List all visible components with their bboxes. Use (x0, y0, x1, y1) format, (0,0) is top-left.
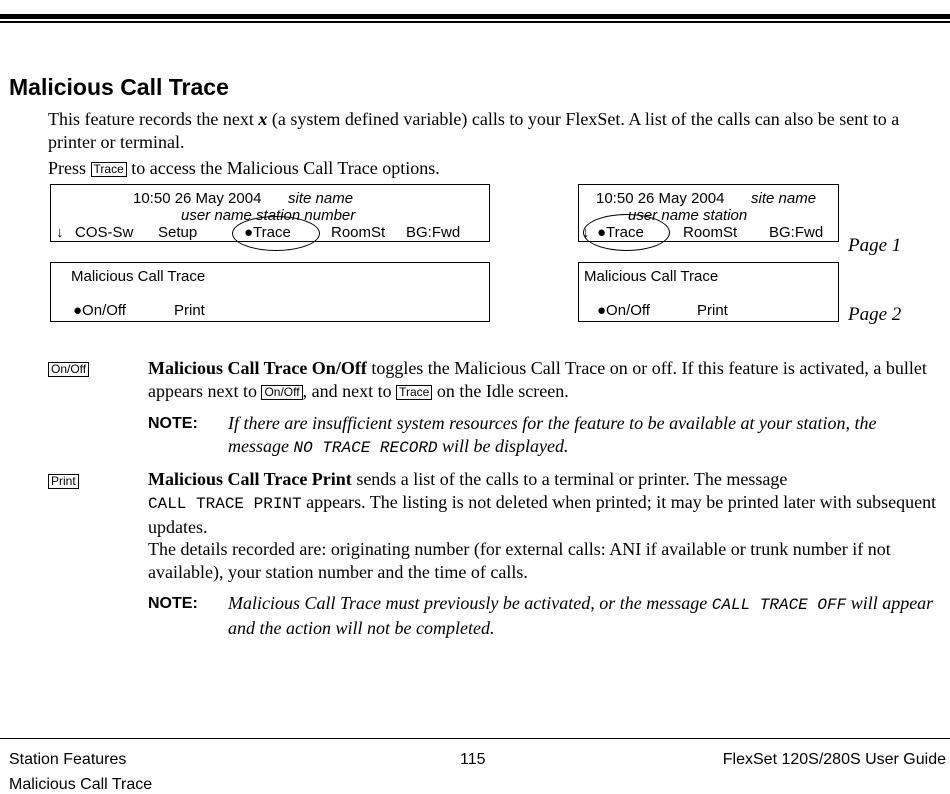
print-details: The details recorded are: originating number (for external calls: ANI if available or trunk number if not available), your station number and the time of calls. (148, 539, 891, 582)
print-key-label[interactable] (48, 473, 79, 491)
page-2-label: Page 2 (848, 304, 902, 325)
variable-x: x (258, 109, 268, 129)
note-message-code: CALL TRACE OFF (711, 596, 847, 614)
display-site-name: site name (751, 190, 817, 207)
print-description (148, 468, 940, 539)
trace-key[interactable]: Trace (91, 162, 127, 177)
display-page2-right (578, 262, 839, 322)
display-page2-left (50, 262, 490, 322)
on-off-text-2: , and next to (302, 381, 397, 401)
on-off-heading: Malicious Call Trace On/Off (148, 358, 367, 378)
note-label: NOTE: (148, 415, 198, 432)
press-text-1: Press (48, 158, 91, 178)
note-label: NOTE: (148, 595, 198, 612)
note-text-2: will be displayed. (437, 436, 569, 456)
display-site-name: site name (288, 190, 354, 207)
down-arrow-icon: ↓ (582, 224, 590, 241)
display-time: 10:50 26 May 2004 (596, 190, 725, 207)
top-rule-thin (0, 21, 950, 23)
on-off-text-3: on the Idle screen. (432, 381, 569, 401)
intro-paragraph (48, 108, 940, 154)
footer-guide-title: FlexSet 120S/280S User Guide (722, 751, 946, 768)
footer-section: Station Features (9, 751, 127, 768)
on-off-inline-key[interactable]: On/Off (261, 385, 302, 400)
note-text-1: Malicious Call Trace must previously be activated, or the message (228, 593, 712, 613)
print-text-2: appears. The listing is not deleted when printed; it may be printed later with subsequent updates. (148, 492, 937, 537)
print-text-1: sends a list of the calls to a terminal or printer. The message (351, 469, 788, 489)
down-arrow-icon: ↓ (56, 224, 64, 241)
softkey-on-off[interactable]: ●On/Off (73, 302, 126, 319)
on-off-key[interactable]: On/Off (48, 362, 89, 377)
display-title: Malicious Call Trace (584, 268, 719, 285)
footer-rule (0, 738, 950, 739)
trace-highlight-oval (232, 216, 320, 251)
display-user-station: user name station (628, 207, 748, 224)
softkey-cos-sw[interactable]: COS-Sw (75, 224, 134, 241)
display-user-station: user name station number (181, 207, 356, 224)
softkey-roomst[interactable]: RoomSt (331, 224, 386, 241)
page-title: Malicious Call Trace (9, 74, 229, 100)
print-key[interactable]: Print (48, 474, 79, 489)
intro-text-2: (a system defined variable) calls to your FlexSet. A list of the calls can also be sent to a printer or terminal. (48, 109, 900, 152)
softkey-print[interactable]: Print (697, 302, 728, 319)
on-off-description (148, 357, 940, 403)
footer-subsection: Malicious Call Trace (9, 776, 153, 793)
note-text (228, 592, 940, 640)
print-heading: Malicious Call Trace Print (148, 469, 352, 489)
softkey-setup[interactable]: Setup (158, 224, 198, 241)
note-text-1: If there are insufficient system resources for the feature to be available at your station, the message (228, 413, 877, 456)
on-off-key-label[interactable] (48, 361, 89, 379)
softkey-print[interactable]: Print (174, 302, 205, 319)
softkey-trace[interactable]: ●Trace (597, 224, 644, 241)
trace-inline-key[interactable]: Trace (396, 385, 432, 400)
softkey-bg-fwd[interactable]: BG:Fwd (406, 224, 461, 241)
page-1-label: Page 1 (848, 235, 902, 256)
page-number: 115 (460, 751, 486, 768)
print-message-code: CALL TRACE PRINT (148, 495, 302, 513)
top-rule (0, 14, 950, 19)
note-text (228, 412, 940, 460)
note-text-2: will appear and the action will not be completed. (228, 593, 934, 638)
on-off-text-1: toggles the Malicious Call Trace on or off. If this feature is activated, a bullet appears next to (148, 358, 927, 401)
softkey-trace[interactable]: ●Trace (244, 224, 291, 241)
trace-highlight-oval (583, 214, 670, 251)
intro-text-1: This feature records the next (48, 109, 259, 129)
display-title: Malicious Call Trace (71, 268, 206, 285)
softkey-bg-fwd[interactable]: BG:Fwd (769, 224, 824, 241)
note-message-code: NO TRACE RECORD (293, 439, 438, 457)
softkey-roomst[interactable]: RoomSt (683, 224, 738, 241)
display-time: 10:50 26 May 2004 (133, 190, 262, 207)
press-text-2: to access the Malicious Call Trace options. (126, 158, 440, 178)
softkey-on-off[interactable]: ●On/Off (597, 302, 650, 319)
press-instruction (48, 157, 440, 180)
